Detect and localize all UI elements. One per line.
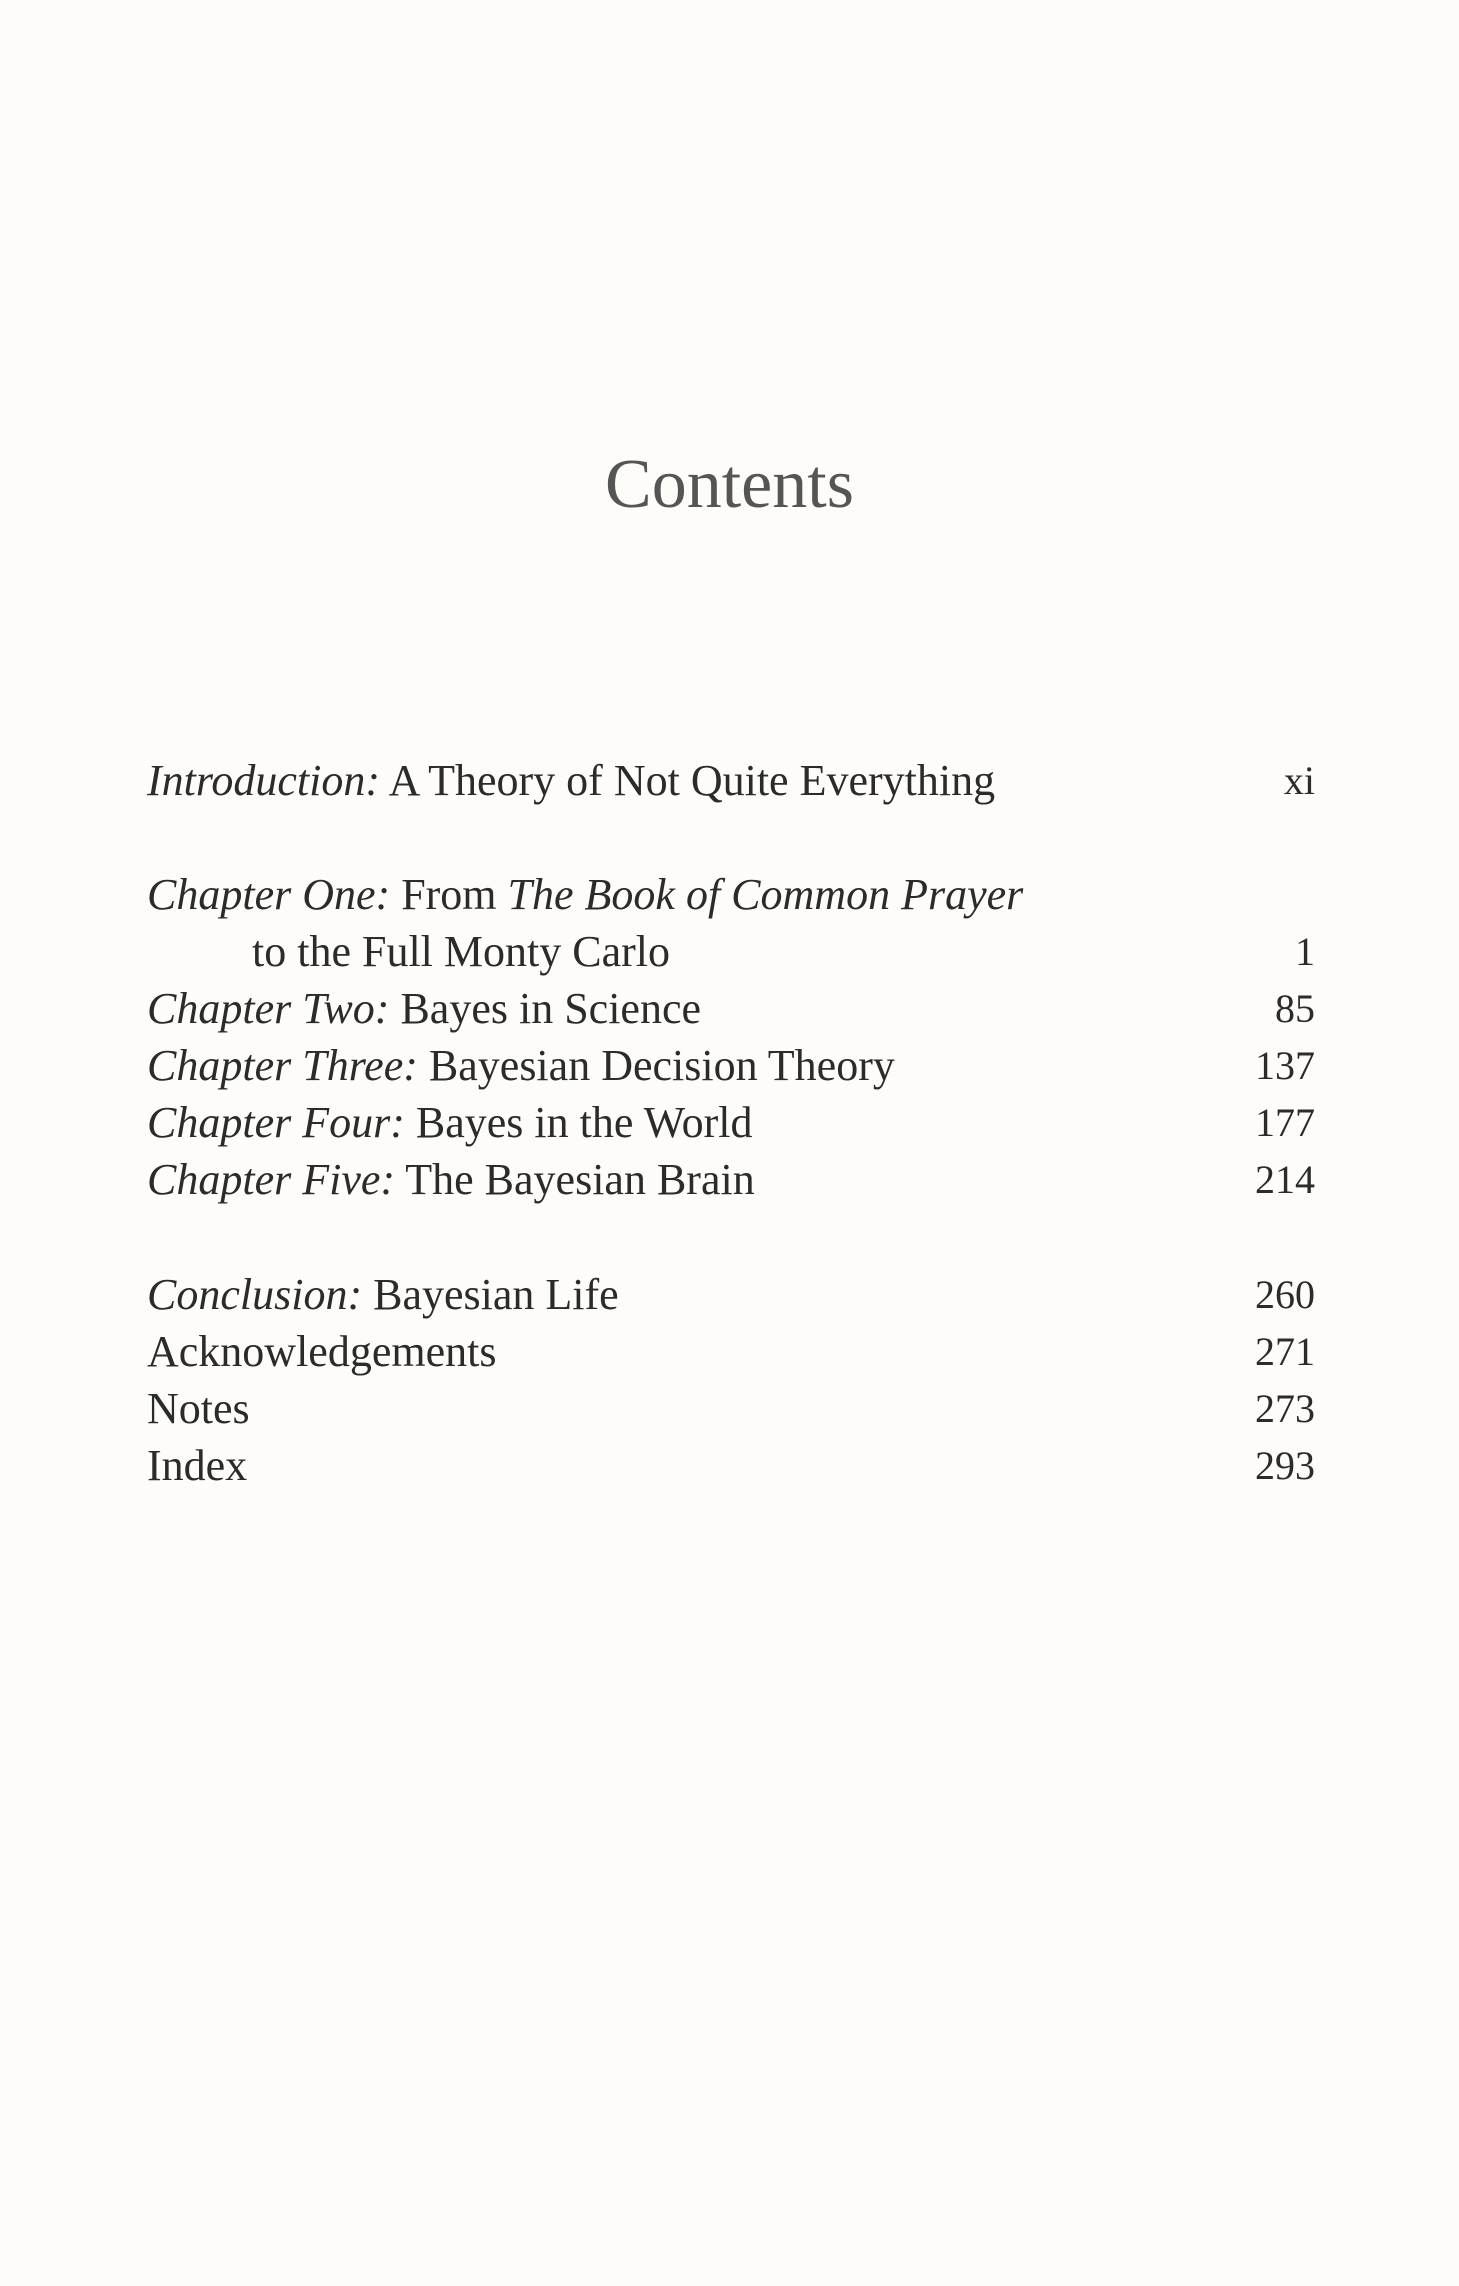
toc-entry-chapter-four[interactable] <box>147 1094 1315 1151</box>
toc-entry-prefix: Conclusion: <box>147 1270 363 1319</box>
toc-entry-title: Bayes in Science <box>389 984 702 1033</box>
toc-entry-label <box>147 752 995 809</box>
toc-entry-title: A Theory of Not Quite Everything <box>380 756 996 805</box>
toc-entry-label <box>147 866 1023 923</box>
toc-entry-prefix: Chapter Three: <box>147 1041 418 1090</box>
toc-entry-chapter-one[interactable] <box>147 866 1315 923</box>
toc-entry-acknowledgements[interactable] <box>147 1323 1315 1380</box>
toc-entry-title: From <box>390 870 508 919</box>
toc-page-number: 214 <box>1255 1157 1315 1202</box>
page-title: Contents <box>605 446 854 523</box>
toc-entry-title: Bayesian Decision Theory <box>417 1041 895 1090</box>
toc-entry-index[interactable] <box>147 1437 1315 1494</box>
toc-entry-title-continued: to the Full Monty Carlo <box>252 927 670 976</box>
toc-entry-title: Bayes in the World <box>404 1098 753 1147</box>
toc-entry-prefix: Chapter One: <box>147 870 391 919</box>
toc-page-number: 273 <box>1255 1386 1315 1431</box>
toc-page-number: 137 <box>1255 1043 1315 1088</box>
toc-entry-prefix: Introduction: <box>147 756 380 805</box>
toc-page-number: 177 <box>1255 1100 1315 1145</box>
toc-entry-introduction[interactable] <box>147 752 1315 809</box>
toc-entry-title-book: The Book of Common Prayer <box>507 870 1024 919</box>
toc-page-number: 1 <box>1295 929 1315 974</box>
toc-page-number: 260 <box>1255 1272 1315 1317</box>
toc-entry-title: Notes <box>147 1384 250 1433</box>
toc-entry-notes[interactable] <box>147 1380 1315 1437</box>
toc-entry-label <box>147 1037 895 1094</box>
toc-entry-prefix: Chapter Four: <box>147 1098 405 1147</box>
toc-entry-title: Bayesian Life <box>362 1270 619 1319</box>
toc-entry-chapter-three[interactable] <box>147 1037 1315 1094</box>
toc-entry-prefix: Chapter Five: <box>147 1155 396 1204</box>
toc-entry-prefix: Chapter Two: <box>147 984 390 1033</box>
toc-page-number: xi <box>1283 758 1315 803</box>
toc-entry-label <box>147 1151 755 1208</box>
toc-entry-conclusion[interactable] <box>147 1266 1315 1323</box>
toc-entry-chapter-two[interactable] <box>147 980 1315 1037</box>
toc-page-number: 271 <box>1255 1329 1315 1374</box>
toc-entry-title: Index <box>147 1441 248 1490</box>
toc-page-number: 85 <box>1275 986 1315 1031</box>
toc-entry-label <box>147 1094 753 1151</box>
toc-page-number: 293 <box>1255 1443 1315 1488</box>
toc-entry-title: The Bayesian Brain <box>395 1155 755 1204</box>
toc-entry-label <box>147 1266 619 1323</box>
toc-entry-chapter-five[interactable] <box>147 1151 1315 1208</box>
toc-entry-chapter-one-continued[interactable] <box>147 923 1315 980</box>
toc-entry-title: Acknowledgements <box>147 1327 497 1376</box>
toc-entry-label <box>147 980 701 1037</box>
